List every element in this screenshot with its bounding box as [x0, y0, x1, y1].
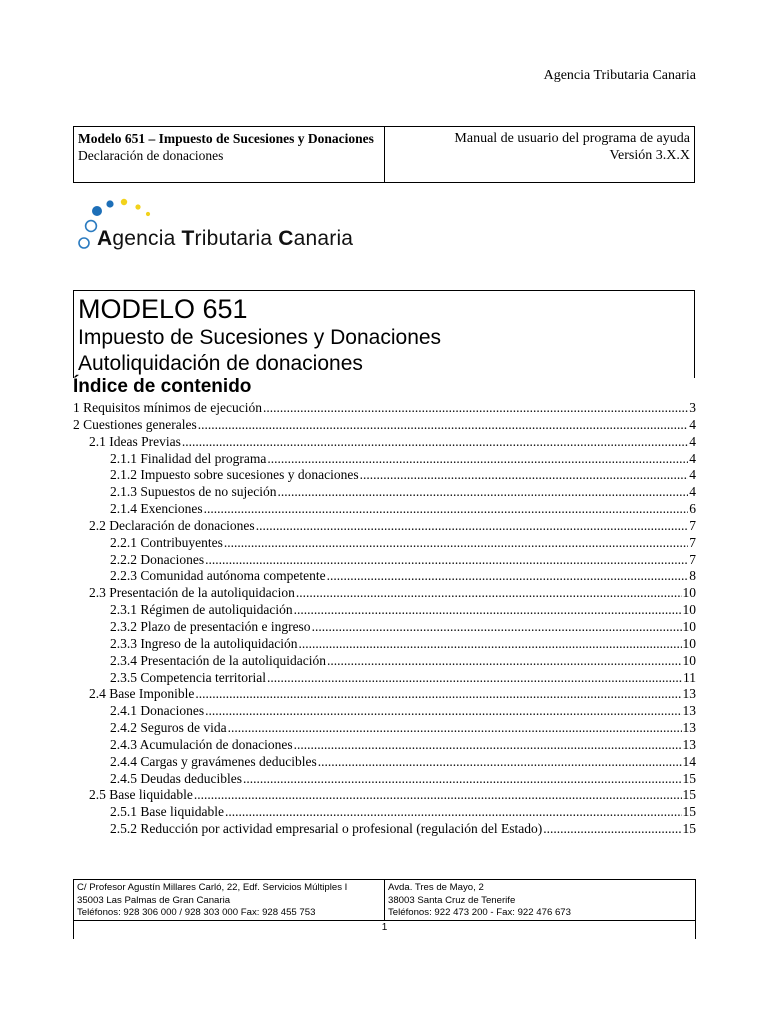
toc-entry-label: 2 Cuestiones generales	[73, 416, 197, 432]
toc-entry-label: 2.3.2 Plazo de presentación e ingreso	[110, 618, 311, 634]
toc-entry-label: 2.4.5 Deudas deducibles	[110, 770, 242, 786]
toc-entry-label: 2.2.1 Contribuyentes	[110, 534, 223, 550]
toc-leader-dots	[327, 568, 689, 585]
toc-entry-page: 4	[689, 433, 696, 449]
toc-entry-page: 15	[682, 821, 696, 837]
toc-entry[interactable]	[73, 451, 696, 468]
footer-left-line: 35003 Las Palmas de Gran Canaria	[77, 894, 231, 906]
page-footer	[73, 879, 696, 939]
toc-entry-page: 10	[682, 635, 696, 651]
toc-leader-dots	[267, 670, 682, 687]
toc-entry[interactable]	[73, 467, 696, 484]
toc-leader-dots	[243, 771, 682, 788]
toc-leader-dots	[267, 451, 688, 468]
footer-address-las-palmas	[74, 880, 385, 920]
tax-name-subtitle: Impuesto de Sucesiones y Donaciones	[78, 326, 442, 349]
version-label: Versión 3.X.X	[609, 148, 690, 163]
footer-right-line: Teléfonos: 922 473 200 - Fax: 922 476 673	[388, 907, 571, 918]
toc-entry-label: 2.1.2 Impuesto sobre sucesiones y donaciones	[110, 467, 359, 483]
toc-entry-label: 2.5.2 Reducción por actividad empresarial o profesional (regulación del Estado)	[110, 821, 543, 837]
toc-entry[interactable]	[73, 754, 696, 771]
toc-entry-page: 10	[682, 602, 696, 618]
footer-left-line: Teléfonos: 928 306 000 / 928 303 000 Fax: 928 455 753	[77, 907, 316, 918]
toc-entry-page: 13	[682, 703, 696, 719]
toc-entry[interactable]	[73, 568, 696, 585]
toc-entry-page: 6	[689, 501, 696, 517]
toc-entry-label: 2.3.3 Ingreso de la autoliquidación	[110, 635, 298, 651]
toc-leader-dots	[294, 602, 682, 619]
toc-leader-dots	[205, 703, 681, 720]
toc-entry-page: 7	[689, 534, 696, 550]
footer-right-line: 38003 Santa Cruz de Tenerife	[388, 894, 516, 906]
toc-entry-label: 2.2.3 Comunidad autónoma competente	[110, 568, 326, 584]
table-of-contents	[73, 400, 696, 838]
toc-entry-label: 2.1.3 Supuestos de no sujeción	[110, 484, 277, 500]
toc-entry-label: 2.1 Ideas Previas	[89, 433, 181, 449]
toc-entry[interactable]	[73, 703, 696, 720]
toc-leader-dots	[318, 754, 682, 771]
toc-entry-page: 14	[682, 753, 696, 769]
toc-entry-page: 13	[682, 686, 696, 702]
toc-entry[interactable]	[73, 619, 696, 636]
toc-entry-label: 1 Requisitos mínimos de ejecución	[73, 400, 262, 415]
logo-wordmark: Agencia Tributaria Canaria	[97, 227, 354, 250]
toc-entry[interactable]	[73, 585, 696, 602]
toc-entry-page: 10	[682, 585, 696, 601]
toc-leader-dots	[543, 821, 681, 838]
toc-entry-page: 15	[682, 804, 696, 820]
document-title-box	[73, 290, 695, 378]
toc-entry[interactable]	[73, 771, 696, 788]
toc-entry-page: 4	[689, 484, 696, 500]
toc-entry[interactable]	[73, 821, 696, 838]
toc-entry[interactable]	[73, 804, 696, 821]
model-number-title: MODELO 651	[78, 294, 248, 324]
toc-entry-label: 2.1.1 Finalidad del programa	[110, 450, 267, 466]
toc-entry-label: 2.4 Base Imponible	[89, 686, 195, 702]
toc-entry[interactable]	[73, 686, 696, 703]
toc-entry-label: 2.3.1 Régimen de autoliquidación	[110, 602, 293, 618]
footer-left-line: C/ Profesor Agustín Millares Carló, 22, Edf. Servicios Múltiples I	[77, 882, 348, 893]
toc-entry[interactable]	[73, 653, 696, 670]
toc-leader-dots	[195, 686, 681, 703]
toc-entry-label: 2.2.2 Donaciones	[110, 551, 205, 567]
declaration-type: Declaración de donaciones	[78, 148, 224, 163]
toc-entry[interactable]	[73, 434, 696, 451]
toc-entry[interactable]	[73, 518, 696, 535]
toc-leader-dots	[182, 434, 688, 451]
toc-leader-dots	[204, 501, 689, 518]
toc-leader-dots	[256, 518, 689, 535]
toc-leader-dots	[198, 417, 689, 434]
toc-leader-dots	[312, 619, 682, 636]
toc-entry-label: 2.4.1 Donaciones	[110, 703, 205, 719]
toc-entry-page: 4	[689, 450, 696, 466]
toc-entry-page: 11	[683, 669, 696, 685]
toc-leader-dots	[224, 535, 688, 552]
toc-entry[interactable]	[73, 417, 696, 434]
footer-address-tenerife	[385, 880, 695, 920]
toc-leader-dots	[194, 787, 682, 804]
toc-entry[interactable]	[73, 737, 696, 754]
toc-entry-label: 2.4.2 Seguros de vida	[110, 720, 227, 736]
toc-leader-dots	[298, 636, 681, 653]
toc-leader-dots	[263, 400, 688, 417]
toc-entry[interactable]	[73, 484, 696, 501]
toc-entry-page: 15	[682, 770, 696, 786]
toc-entry-label: 2.5.1 Base liquidable	[110, 804, 224, 820]
toc-entry-page: 13	[682, 736, 696, 752]
toc-entry-page: 7	[689, 551, 696, 567]
toc-entry-page: 10	[682, 618, 696, 634]
document-header-table	[73, 126, 695, 183]
toc-entry-label: 2.1.4 Exenciones	[110, 501, 203, 517]
toc-entry-label: 2.3.4 Presentación de la autoliquidación	[110, 652, 326, 668]
toc-entry-label: 2.5 Base liquidable	[89, 787, 193, 803]
toc-entry-page: 7	[689, 517, 696, 533]
toc-entry-label: 2.2 Declaración de donaciones	[89, 517, 255, 533]
toc-entry[interactable]	[73, 535, 696, 552]
toc-entry[interactable]	[73, 552, 696, 569]
footer-right-line: Avda. Tres de Mayo, 2	[388, 882, 484, 893]
toc-leader-dots	[278, 484, 689, 501]
toc-entry-page: 8	[689, 568, 696, 584]
toc-entry-label: 2.4.4 Cargas y gravámenes deducibles	[110, 753, 317, 769]
toc-entry-page: 13	[682, 720, 696, 736]
toc-entry-label: 2.4.3 Acumulación de donaciones	[110, 736, 293, 752]
toc-entry-page: 15	[682, 787, 696, 803]
toc-leader-dots	[225, 804, 682, 821]
agency-name-header: Agencia Tributaria Canaria	[543, 68, 696, 83]
page-number: 1	[381, 922, 388, 933]
toc-entry[interactable]	[73, 787, 696, 804]
manual-title: Manual de usuario del programa de ayuda	[454, 131, 690, 146]
toc-leader-dots	[360, 467, 689, 484]
toc-leader-dots	[228, 720, 682, 737]
toc-leader-dots	[205, 552, 688, 569]
toc-entry[interactable]	[73, 501, 696, 518]
toc-heading: Índice de contenido	[73, 376, 252, 397]
toc-entry-page: 3	[689, 400, 696, 415]
header-right-cell	[385, 127, 694, 182]
toc-entry[interactable]	[73, 602, 696, 619]
toc-leader-dots	[294, 737, 682, 754]
toc-entry[interactable]	[73, 720, 696, 737]
toc-leader-dots	[296, 585, 682, 602]
header-left-cell	[74, 127, 385, 182]
toc-entry-page: 4	[689, 467, 696, 483]
toc-leader-dots	[327, 653, 682, 670]
model-title: Modelo 651 – Impuesto de Sucesiones y Donaciones	[78, 131, 374, 146]
toc-entry-label: 2.3.5 Competencia territorial	[110, 669, 266, 685]
toc-entry-page: 4	[689, 416, 696, 432]
document-subtitle: Autoliquidación de donaciones	[78, 352, 363, 375]
toc-entry[interactable]	[73, 636, 696, 653]
toc-entry-label: 2.3 Presentación de la autoliquidacion	[89, 585, 295, 601]
toc-entry[interactable]	[73, 400, 696, 417]
toc-entry[interactable]	[73, 670, 696, 687]
toc-entry-page: 10	[682, 652, 696, 668]
